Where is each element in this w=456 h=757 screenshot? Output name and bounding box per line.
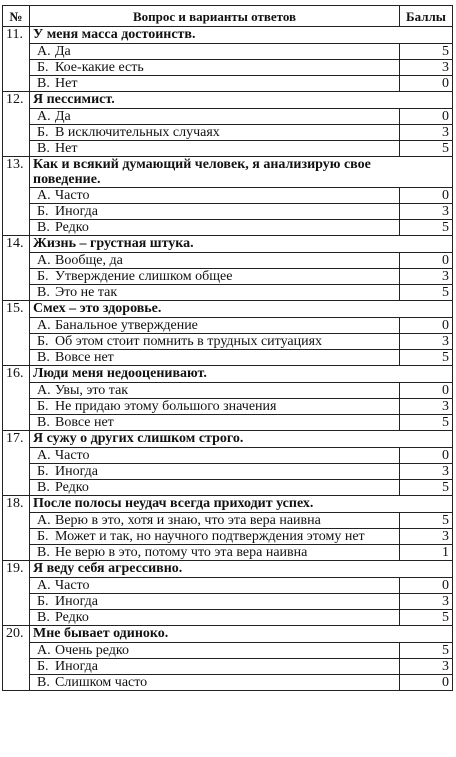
option-letter: А. (37, 318, 51, 333)
question-number: 11. (3, 27, 30, 92)
option-points: 0 (400, 253, 453, 269)
question-row (3, 561, 453, 578)
answer-option (30, 109, 400, 125)
option-text: Вовсе нет (55, 350, 114, 365)
question-text: Смех – это здоровье. (30, 301, 453, 318)
answer-option-row (3, 545, 453, 561)
question-number: 16. (3, 366, 30, 431)
header-number: № (3, 6, 30, 27)
option-points: 0 (400, 318, 453, 334)
option-text: Нет (55, 141, 78, 156)
option-points: 3 (400, 60, 453, 76)
option-text: Не верю в это, потому что эта вера наивна (55, 545, 308, 560)
answer-option-row (3, 383, 453, 399)
option-letter: В. (37, 220, 50, 235)
answer-option-row (3, 594, 453, 610)
option-text: В исключительных случаях (55, 125, 220, 140)
option-text: Часто (55, 448, 90, 463)
option-letter: В. (37, 76, 50, 91)
answer-option-row (3, 318, 453, 334)
option-letter: В. (37, 545, 50, 560)
question-row (3, 92, 453, 109)
option-points: 3 (400, 464, 453, 480)
option-points: 3 (400, 125, 453, 141)
questions-body (3, 27, 453, 691)
option-letter: Б. (37, 529, 49, 544)
option-points: 1 (400, 545, 453, 561)
option-points: 5 (400, 285, 453, 301)
question-row (3, 496, 453, 513)
option-points: 3 (400, 529, 453, 545)
question-text: Мне бывает одиноко. (30, 626, 453, 643)
option-text: Иногда (55, 464, 98, 479)
option-text: Очень редко (55, 643, 129, 658)
question-row (3, 301, 453, 318)
option-points: 5 (400, 44, 453, 60)
answer-option-row (3, 610, 453, 626)
answer-option-row (3, 448, 453, 464)
option-text: Да (55, 44, 71, 59)
question-number: 17. (3, 431, 30, 496)
answer-option (30, 675, 400, 691)
option-points: 3 (400, 594, 453, 610)
option-letter: В. (37, 141, 50, 156)
option-text: Вообще, да (55, 253, 123, 268)
answer-option (30, 285, 400, 301)
option-letter: Б. (37, 594, 49, 609)
option-text: Кое-какие есть (55, 60, 144, 75)
answer-option (30, 578, 400, 594)
option-text: Может и так, но научного подтверждения этому нет (55, 529, 365, 544)
answer-option (30, 188, 400, 204)
option-letter: А. (37, 578, 51, 593)
answer-option (30, 204, 400, 220)
answer-option-row (3, 334, 453, 350)
option-points: 3 (400, 659, 453, 675)
answer-option-row (3, 350, 453, 366)
option-letter: Б. (37, 659, 49, 674)
option-text: Нет (55, 76, 78, 91)
answer-option-row (3, 464, 453, 480)
answer-option (30, 643, 400, 659)
answer-option-row (3, 675, 453, 691)
answer-option-row (3, 399, 453, 415)
answer-option-row (3, 285, 453, 301)
option-text: Слишком часто (55, 675, 148, 690)
option-points: 3 (400, 334, 453, 350)
answer-option (30, 610, 400, 626)
header-points: Баллы (400, 6, 453, 27)
option-points: 5 (400, 480, 453, 496)
question-text: У меня масса достоинств. (30, 27, 453, 44)
answer-option (30, 253, 400, 269)
option-letter: В. (37, 285, 50, 300)
question-text: Я сужу о других слишком строго. (30, 431, 453, 448)
question-row (3, 236, 453, 253)
option-points: 3 (400, 269, 453, 285)
option-text: Часто (55, 188, 90, 203)
answer-option (30, 350, 400, 366)
option-letter: Б. (37, 399, 49, 414)
answer-option-row (3, 204, 453, 220)
question-text: Люди меня недооценивают. (30, 366, 453, 383)
table-header-row (3, 6, 453, 27)
option-text: Утверждение слишком общее (55, 269, 233, 284)
question-row (3, 27, 453, 44)
option-text: Не придаю этому большого значения (55, 399, 277, 414)
option-letter: А. (37, 188, 51, 203)
answer-option (30, 269, 400, 285)
option-letter: В. (37, 675, 50, 690)
answer-option (30, 480, 400, 496)
option-letter: В. (37, 480, 50, 495)
option-text: Увы, это так (55, 383, 129, 398)
answer-option (30, 594, 400, 610)
option-letter: А. (37, 253, 51, 268)
answer-option-row (3, 415, 453, 431)
option-text: Верю в это, хотя и знаю, что эта вера наивна (55, 513, 321, 528)
question-number: 13. (3, 157, 30, 236)
question-number: 20. (3, 626, 30, 691)
question-row (3, 626, 453, 643)
question-text: Как и всякий думающий человек, я анализирую своe поведение. (30, 157, 453, 188)
question-text: Я пессимист. (30, 92, 453, 109)
option-text: Редко (55, 610, 89, 625)
answer-option (30, 464, 400, 480)
question-number: 14. (3, 236, 30, 301)
answer-option (30, 399, 400, 415)
option-letter: А. (37, 383, 51, 398)
answer-option-row (3, 253, 453, 269)
option-text: Вовсе нет (55, 415, 114, 430)
option-letter: В. (37, 415, 50, 430)
answer-option (30, 220, 400, 236)
option-letter: А. (37, 109, 51, 124)
question-row (3, 366, 453, 383)
answer-option-row (3, 480, 453, 496)
answer-option (30, 383, 400, 399)
option-text: Иногда (55, 659, 98, 674)
answer-option-row (3, 125, 453, 141)
option-letter: Б. (37, 204, 49, 219)
option-text: Банальное утверждение (55, 318, 198, 333)
option-points: 0 (400, 675, 453, 691)
answer-option-row (3, 220, 453, 236)
answer-option-row (3, 529, 453, 545)
option-points: 5 (400, 513, 453, 529)
answer-option-row (3, 188, 453, 204)
question-number: 19. (3, 561, 30, 626)
option-text: Часто (55, 578, 90, 593)
option-points: 5 (400, 610, 453, 626)
question-row (3, 157, 453, 188)
answer-option (30, 125, 400, 141)
option-text: Редко (55, 220, 89, 235)
answer-option (30, 545, 400, 561)
option-letter: Б. (37, 334, 49, 349)
option-letter: А. (37, 44, 51, 59)
option-letter: В. (37, 350, 50, 365)
question-number: 15. (3, 301, 30, 366)
option-text: Иногда (55, 594, 98, 609)
option-points: 0 (400, 448, 453, 464)
answer-option (30, 76, 400, 92)
answer-option-row (3, 269, 453, 285)
answer-option (30, 44, 400, 60)
option-letter: А. (37, 448, 51, 463)
option-points: 0 (400, 578, 453, 594)
answer-option (30, 60, 400, 76)
answer-option-row (3, 109, 453, 125)
question-text: После полосы неудач всегда приходит успех. (30, 496, 453, 513)
answer-option (30, 334, 400, 350)
option-points: 0 (400, 109, 453, 125)
answer-option-row (3, 659, 453, 675)
answer-option (30, 318, 400, 334)
answer-option (30, 448, 400, 464)
option-text: Да (55, 109, 71, 124)
answer-option (30, 529, 400, 545)
questionnaire-table (2, 5, 453, 691)
option-points: 0 (400, 383, 453, 399)
answer-option-row (3, 643, 453, 659)
header-question: Вопрос и варианты ответов (30, 6, 400, 27)
option-text: Об этом стоит помнить в трудных ситуациях (55, 334, 323, 349)
question-text: Жизнь – грустная штука. (30, 236, 453, 253)
answer-option (30, 659, 400, 675)
option-points: 3 (400, 204, 453, 220)
answer-option-row (3, 141, 453, 157)
answer-option (30, 513, 400, 529)
option-points: 3 (400, 399, 453, 415)
question-row (3, 431, 453, 448)
option-letter: Б. (37, 269, 49, 284)
option-text: Иногда (55, 204, 98, 219)
answer-option (30, 415, 400, 431)
option-points: 5 (400, 220, 453, 236)
option-points: 5 (400, 415, 453, 431)
question-number: 12. (3, 92, 30, 157)
option-letter: Б. (37, 464, 49, 479)
question-number: 18. (3, 496, 30, 561)
option-letter: А. (37, 513, 51, 528)
option-points: 0 (400, 76, 453, 92)
question-text: Я веду себя агрессивно. (30, 561, 453, 578)
option-letter: А. (37, 643, 51, 658)
option-letter: Б. (37, 60, 49, 75)
option-letter: Б. (37, 125, 49, 140)
option-points: 5 (400, 350, 453, 366)
option-text: Это не так (55, 285, 118, 300)
answer-option-row (3, 44, 453, 60)
option-points: 5 (400, 141, 453, 157)
answer-option-row (3, 60, 453, 76)
answer-option-row (3, 513, 453, 529)
option-points: 5 (400, 643, 453, 659)
answer-option (30, 141, 400, 157)
option-points: 0 (400, 188, 453, 204)
option-text: Редко (55, 480, 89, 495)
option-letter: В. (37, 610, 50, 625)
answer-option-row (3, 578, 453, 594)
answer-option-row (3, 76, 453, 92)
